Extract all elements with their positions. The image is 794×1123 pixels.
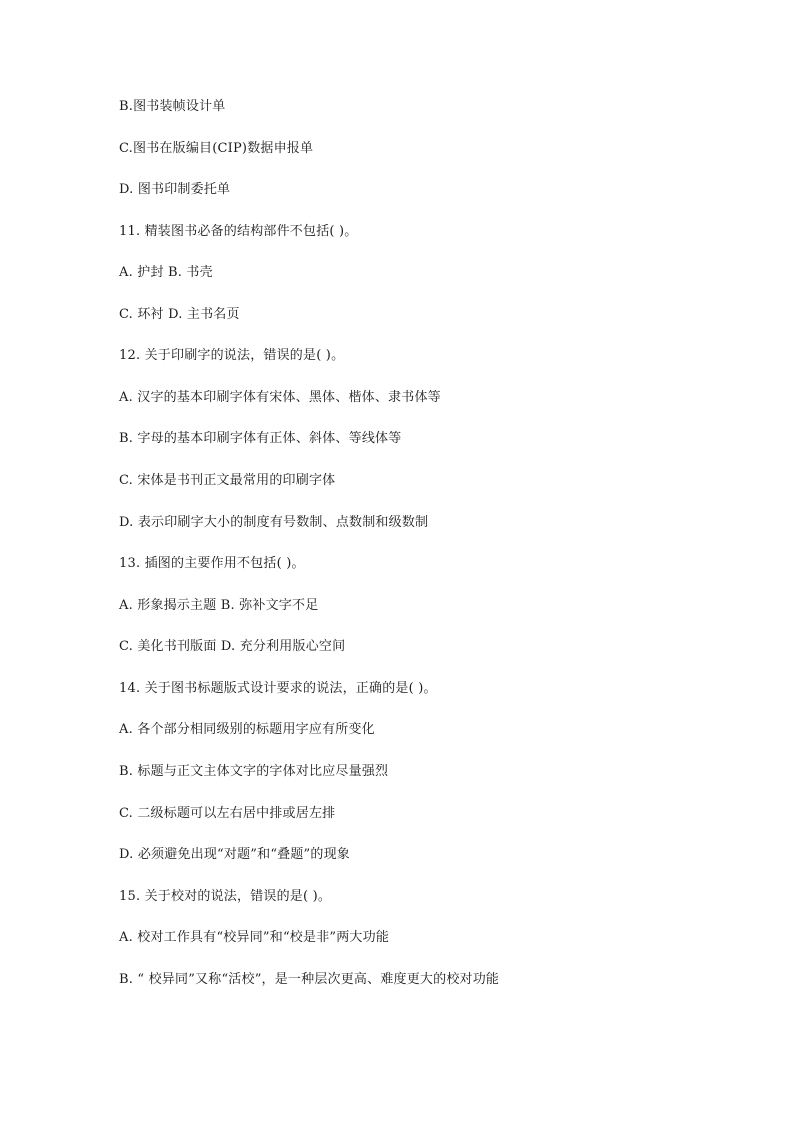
question-15-option-a: A. 校对工作具有“校异同”和“校是非”两大功能 [119,930,390,945]
question-14-option-a: A. 各个部分相同级别的标题用字应有所变化 [119,722,375,737]
question-12-option-d: D. 表示印刷字大小的制度有号数制、点数制和级数制 [119,515,429,530]
option-d-print-order: D. 图书印制委托单 [119,182,231,197]
question-11-options-cd: C. 环衬 D. 主书名页 [119,307,240,322]
question-15: 15. 关于校对的说法，错误的是( )。 [119,889,332,904]
question-11-options-ab: A. 护封 B. 书壳 [119,265,213,280]
question-14-option-d: D. 必须避免出现“对题”和“叠题”的现象 [119,847,351,862]
question-12-option-c: C. 宋体是书刊正文最常用的印刷字体 [119,473,336,488]
question-13: 13. 插图的主要作用不包括( )。 [119,556,305,571]
question-12: 12. 关于印刷字的说法，错误的是( )。 [119,348,345,363]
option-c-cip-form: C.图书在版编目(CIP)数据申报单 [119,141,314,156]
question-11: 11. 精装图书必备的结构部件不包括( )。 [119,224,358,239]
question-13-options-ab: A. 形象揭示主题 B. 弥补文字不足 [119,598,319,613]
question-14-option-b: B. 标题与正文主体文字的字体对比应尽量强烈 [119,764,389,779]
question-14: 14. 关于图书标题版式设计要求的说法，正确的是( )。 [119,681,437,696]
question-14-option-c: C. 二级标题可以左右居中排或居左排 [119,806,336,821]
question-13-options-cd: C. 美化书刊版面 D. 充分利用版心空间 [119,639,346,654]
question-12-option-b: B. 字母的基本印刷字体有正体、斜体、等线体等 [119,431,402,446]
question-15-option-b: B. “ 校异同”又称“活校”，是一种层次更高、难度更大的校对功能 [119,972,500,987]
question-12-option-a: A. 汉字的基本印刷字体有宋体、黑体、楷体、隶书体等 [119,390,441,405]
option-b-design-sheet: B.图书装帧设计单 [119,99,226,114]
